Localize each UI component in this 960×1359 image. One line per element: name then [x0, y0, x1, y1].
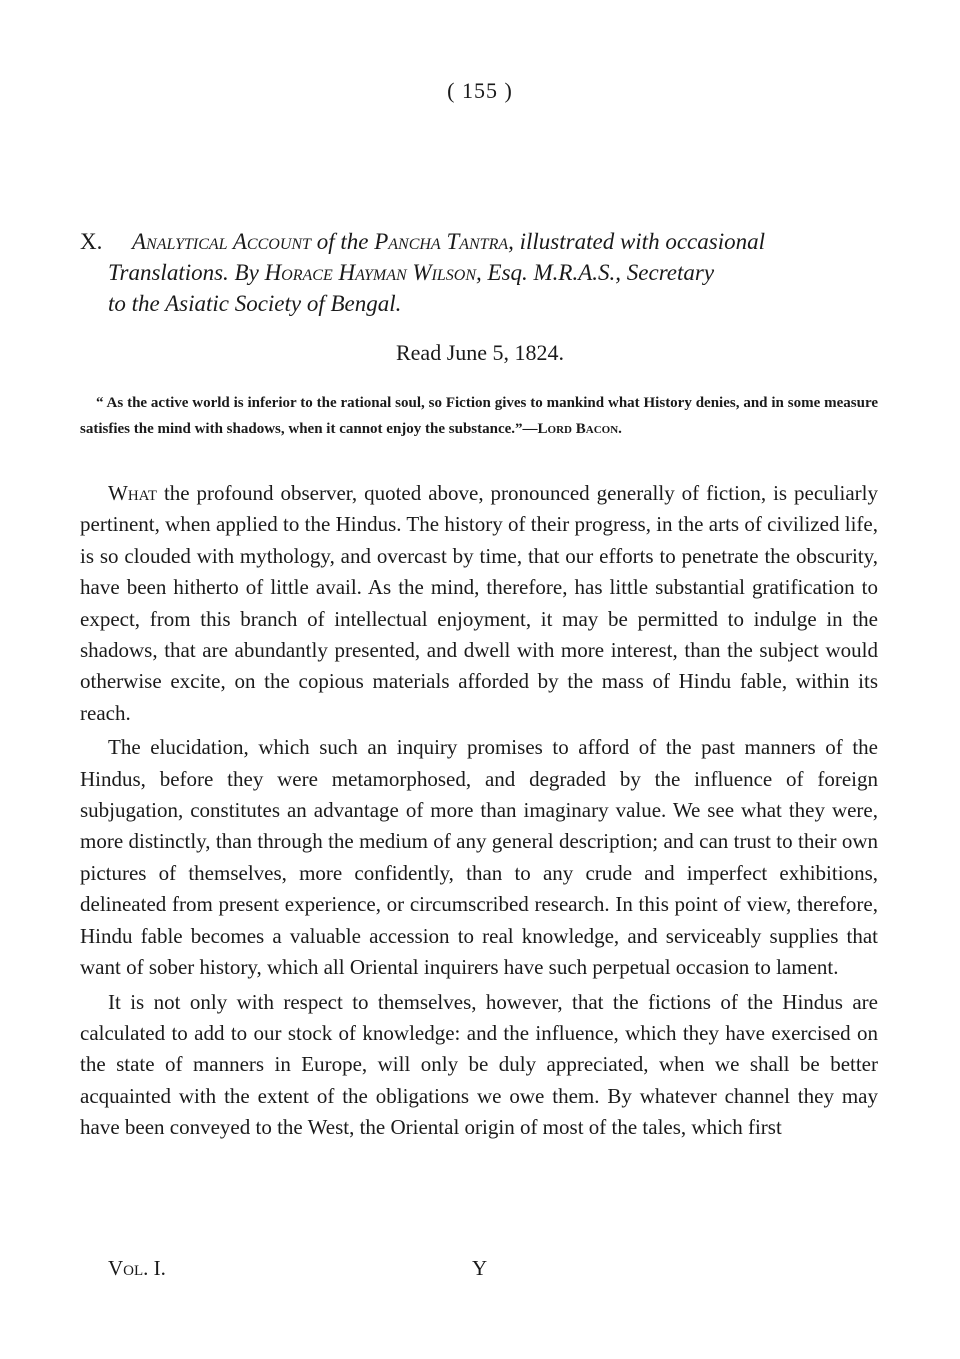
paragraph-1-text: the profound observer, quoted above, pronounced generally of fiction, is peculiarly pertinent, when applied to the Hindus. The history of their progress, in the arts of civilized life, is so clouded with mythology, and overcast by time, that our efforts to penetrate the obscurity, have been hitherto of little avail. As the mind, therefore, has little substantial gratification to expect, from this branch of intellectual enjoyment, it may be permitted to indulge in the shadows, that are abundantly presented, and dwell with more interest, than the subject would otherwise excite, on the copious materials afforded by the mass of Hindu fable, within its reach.: [80, 481, 878, 725]
page-number: ( 155 ): [447, 78, 513, 103]
article-title: [80, 226, 880, 319]
page-footer: [108, 1256, 608, 1281]
article-number: X.: [80, 229, 103, 254]
title-part-4: , illustrated with occasional: [508, 229, 765, 254]
title-line-2-lead: Translations. By: [108, 260, 265, 285]
title-part-1: Analytical Account: [132, 229, 311, 254]
title-part-2: of the: [310, 229, 375, 254]
body-text: [80, 478, 878, 1144]
paragraph-2: The elucidation, which such an inquiry promises to afford of the past manners of the Hindus, before they were metamorphosed, and degraded by the influence of foreign subjugation, constitutes an advantage of more than imaginary value. We see what they were, more distinctly, than through the medium of any general description; and can trust to their own pictures of themselves, more confidently, than to any crude and imperfect exhibitions, delineated from present experience, or circumscribed research. In this point of view, therefore, Hindu fable becomes a valuable accession to real knowledge, and serviceably supplies that want of sober history, which all Oriental inquirers have such perpetual occasion to lament.: [80, 735, 878, 980]
title-line-2-rest: , Esq. M.R.A.S., Secretary: [476, 260, 715, 285]
title-part-3: Pancha Tantra: [374, 229, 509, 254]
paragraph-1-lead: What: [108, 481, 157, 505]
epigraph-author: Lord Bacon.: [537, 421, 622, 437]
epigraph: [80, 390, 878, 442]
signature-mark: Y: [472, 1256, 488, 1280]
title-line-3: to the Asiatic Society of Bengal.: [108, 291, 402, 316]
epigraph-text: “ As the active world is inferior to the rational soul, so Fiction gives to mankind what History denies, and in some measure satisfies the mind with shadows, when it cannot enjoy the substance.”—: [80, 395, 878, 437]
paragraph-1: [80, 478, 878, 729]
volume-label: Vol. I.: [108, 1256, 166, 1280]
read-date: Read June 5, 1824.: [395, 340, 565, 365]
author-name: Horace Hayman Wilson: [264, 260, 477, 285]
paragraph-3: It is not only with respect to themselves, however, that the fictions of the Hindus are calculated to add to our stock of knowledge: and the influence, which they have exercised on the state of manners in Europe, will only be duly appreciated, when we shall be better acquainted with the extent of the obligations we owe them. By whatever channel they may have been conveyed to the West, the Oriental origin of most of the tales, which first: [80, 989, 878, 1140]
